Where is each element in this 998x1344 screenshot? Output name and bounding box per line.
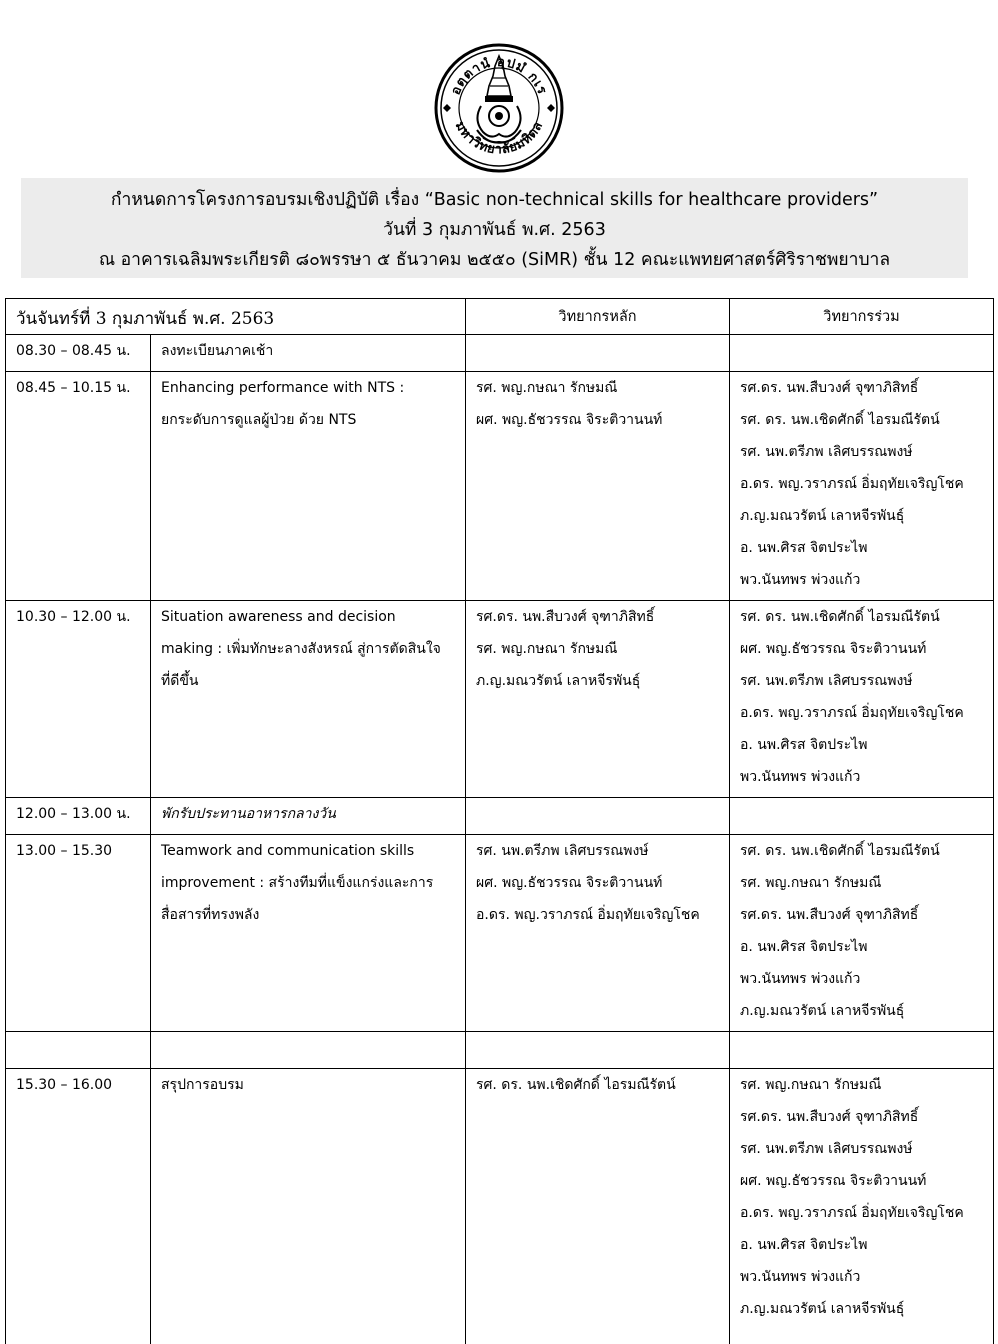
time-text: 08.30 – 08.45 น. xyxy=(16,343,131,359)
speaker-name: พว.นันทพร พ่วงแก้ว xyxy=(740,769,861,785)
table-row xyxy=(6,1032,994,1069)
co-speaker-cell xyxy=(730,372,994,601)
topic-cell xyxy=(151,1032,466,1069)
speaker-name: รศ. ดร. นพ.เชิดศักดิ์ ไอรมณีรัตน์ xyxy=(740,843,940,859)
university-seal-logo xyxy=(433,42,565,174)
table-row xyxy=(6,601,994,798)
time-text xyxy=(16,1036,140,1068)
topic-cell xyxy=(151,835,466,1032)
topic-cell xyxy=(151,335,466,372)
time-cell xyxy=(6,835,151,1032)
main-speaker-cell xyxy=(466,798,730,835)
table-header-row xyxy=(6,299,994,335)
topic-cell xyxy=(151,601,466,798)
speaker-name: อ.ดร. พญ.วราภรณ์ อิ่มฤทัยเจริญโชค xyxy=(740,476,964,492)
speaker-name: รศ. ดร. นพ.เชิดศักดิ์ ไอรมณีรัตน์ xyxy=(476,1077,676,1093)
speaker-name: พว.นันทพร พ่วงแก้ว xyxy=(740,572,861,588)
main-speaker-cell xyxy=(466,372,730,601)
speaker-name: รศ. พญ.กษณา รักษมณี xyxy=(476,380,618,396)
speaker-name: พว.นันทพร พ่วงแก้ว xyxy=(740,1269,861,1285)
time-cell xyxy=(6,1032,151,1069)
speaker-name: อ. นพ.ศิรส จิตประไพ xyxy=(740,737,868,753)
day-header: วันจันทร์ที่ 3 กุมภาพันธ์ พ.ศ. 2563 xyxy=(6,299,466,335)
speaker-name: ผศ. พญ.ธัชวรรณ จิระติวานนท์ xyxy=(740,641,927,657)
time-cell xyxy=(6,372,151,601)
topic-line: สื่อสารที่ทรงพลัง xyxy=(161,907,260,923)
table-row xyxy=(6,835,994,1032)
time-cell xyxy=(6,601,151,798)
main-speaker-cell xyxy=(466,1069,730,1344)
speaker-name: รศ. ดร. นพ.เชิดศักดิ์ ไอรมณีรัตน์ xyxy=(740,412,940,428)
speaker-name: รศ.ดร. นพ.สืบวงศ์ จุฑาภิสิทธิ์ xyxy=(740,1109,919,1125)
co-speaker-cell xyxy=(730,798,994,835)
topic-line: Enhancing performance with NTS : xyxy=(161,380,405,396)
main-speaker-cell xyxy=(466,835,730,1032)
speaker-name: พว.นันทพร พ่วงแก้ว xyxy=(740,971,861,987)
main-speaker-header: วิทยากรหลัก xyxy=(466,299,730,335)
speaker-name: อ.ดร. พญ.วราภรณ์ อิ่มฤทัยเจริญโชค xyxy=(740,705,964,721)
table-row xyxy=(6,372,994,601)
speaker-name: รศ. นพ.ตรีภพ เลิศบรรณพงษ์ xyxy=(740,444,913,460)
time-cell xyxy=(6,335,151,372)
topic-line: ยกระดับการดูแลผู้ป่วย ด้วย NTS xyxy=(161,412,357,428)
co-speaker-cell xyxy=(730,835,994,1032)
speaker-name: อ. นพ.ศิรส จิตประไพ xyxy=(740,939,868,955)
table-row xyxy=(6,798,994,835)
speaker-name: รศ. นพ.ตรีภพ เลิศบรรณพงษ์ xyxy=(740,673,913,689)
time-text: 15.30 – 16.00 xyxy=(16,1077,113,1093)
topic-line: improvement : สร้างทีมที่แข็งแกร่งและการ xyxy=(161,875,434,891)
speaker-name: รศ. นพ.ตรีภพ เลิศบรรณพงษ์ xyxy=(476,843,649,859)
speaker-name: ผศ. พญ.ธัชวรรณ จิระติวานนท์ xyxy=(476,875,663,891)
seal-top-text: อตฺตานํ อุปมํ กเร xyxy=(448,54,550,98)
speaker-name: รศ.ดร. นพ.สืบวงศ์ จุฑาภิสิทธิ์ xyxy=(740,380,919,396)
speaker-name: ภ.ญ.มณวรัตน์ เลาหจีรพันธุ์ xyxy=(740,1003,905,1019)
speaker-name: ผศ. พญ.ธัชวรรณ จิระติวานนท์ xyxy=(476,412,663,428)
co-speaker-cell xyxy=(730,1069,994,1344)
time-text: 12.00 – 13.00 น. xyxy=(16,806,131,822)
speaker-name: ภ.ญ.มณวรัตน์ เลาหจีรพันธุ์ xyxy=(476,673,641,689)
main-speaker-cell xyxy=(466,335,730,372)
svg-text:มหาวิทยาลัยมหิดล xyxy=(452,119,546,157)
time-text: 08.45 – 10.15 น. xyxy=(16,380,131,396)
co-speaker-cell xyxy=(730,1032,994,1069)
topic-line: พักรับประทานอาหารกลางวัน xyxy=(161,806,336,822)
speaker-name: รศ. ดร. นพ.เชิดศักดิ์ ไอรมณีรัตน์ xyxy=(740,609,940,625)
topic-line: ที่ดีขึ้น xyxy=(161,673,199,689)
main-speaker-cell xyxy=(466,601,730,798)
main-speaker-cell xyxy=(466,1032,730,1069)
table-row xyxy=(6,335,994,372)
speaker-name: รศ. นพ.ตรีภพ เลิศบรรณพงษ์ xyxy=(740,1141,913,1157)
title-line-1: กำหนดการโครงการอบรมเชิงปฏิบัติ เรื่อง “Basic non-technical skills for healthcare providers” xyxy=(110,190,879,210)
co-speaker-cell xyxy=(730,335,994,372)
table-row xyxy=(6,1069,994,1344)
topic-line: Teamwork and communication skills xyxy=(161,843,415,859)
speaker-name: ผศ. พญ.ธัชวรรณ จิระติวานนท์ xyxy=(740,1173,927,1189)
topic-cell xyxy=(151,798,466,835)
topic-line: making : เพิ่มทักษะลางสังหรณ์ สู่การตัดสินใจ xyxy=(161,641,441,657)
co-speaker-cell xyxy=(730,601,994,798)
title-line-3: ณ อาคารเฉลิมพระเกียรติ ๘๐พรรษา ๕ ธันวาคม ๒๕๕๐ (SiMR) ชั้น 12 คณะแพทยศาสตร์ศิริราชพยาบาล xyxy=(98,250,891,270)
speaker-name: อ.ดร. พญ.วราภรณ์ อิ่มฤทัยเจริญโชค xyxy=(476,907,700,923)
speaker-name: รศ. พญ.กษณา รักษมณี xyxy=(740,1077,882,1093)
topic-line: ลงทะเบียนภาคเช้า xyxy=(161,343,274,359)
time-cell xyxy=(6,798,151,835)
time-text: 10.30 – 12.00 น. xyxy=(16,609,131,625)
speaker-name: อ. นพ.ศิรส จิตประไพ xyxy=(740,1237,868,1253)
speaker-name: รศ. พญ.กษณา รักษมณี xyxy=(476,641,618,657)
co-speaker-header: วิทยากรร่วม xyxy=(730,299,994,335)
schedule-table xyxy=(5,298,994,1344)
title-block xyxy=(21,178,968,278)
title-line-2: วันที่ 3 กุมภาพันธ์ พ.ศ. 2563 xyxy=(383,220,606,240)
speaker-name: ภ.ญ.มณวรัตน์ เลาหจีรพันธุ์ xyxy=(740,508,905,524)
seal-bottom-text: มหาวิทยาลัยมหิดล xyxy=(451,119,547,158)
time-text: 13.00 – 15.30 xyxy=(16,843,113,859)
time-cell xyxy=(6,1069,151,1344)
speaker-name: อ.ดร. พญ.วราภรณ์ อิ่มฤทัยเจริญโชค xyxy=(740,1205,964,1221)
speaker-name: รศ. พญ.กษณา รักษมณี xyxy=(740,875,882,891)
speaker-name: อ. นพ.ศิรส จิตประไพ xyxy=(740,540,868,556)
topic-line: สรุปการอบรม xyxy=(161,1077,244,1093)
topic-cell xyxy=(151,1069,466,1344)
speaker-name: ภ.ญ.มณวรัตน์ เลาหจีรพันธุ์ xyxy=(740,1301,905,1317)
speaker-name: รศ.ดร. นพ.สืบวงศ์ จุฑาภิสิทธิ์ xyxy=(740,907,919,923)
topic-line: Situation awareness and decision xyxy=(161,609,396,625)
speaker-name: รศ.ดร. นพ.สืบวงศ์ จุฑาภิสิทธิ์ xyxy=(476,609,655,625)
topic-cell xyxy=(151,372,466,601)
